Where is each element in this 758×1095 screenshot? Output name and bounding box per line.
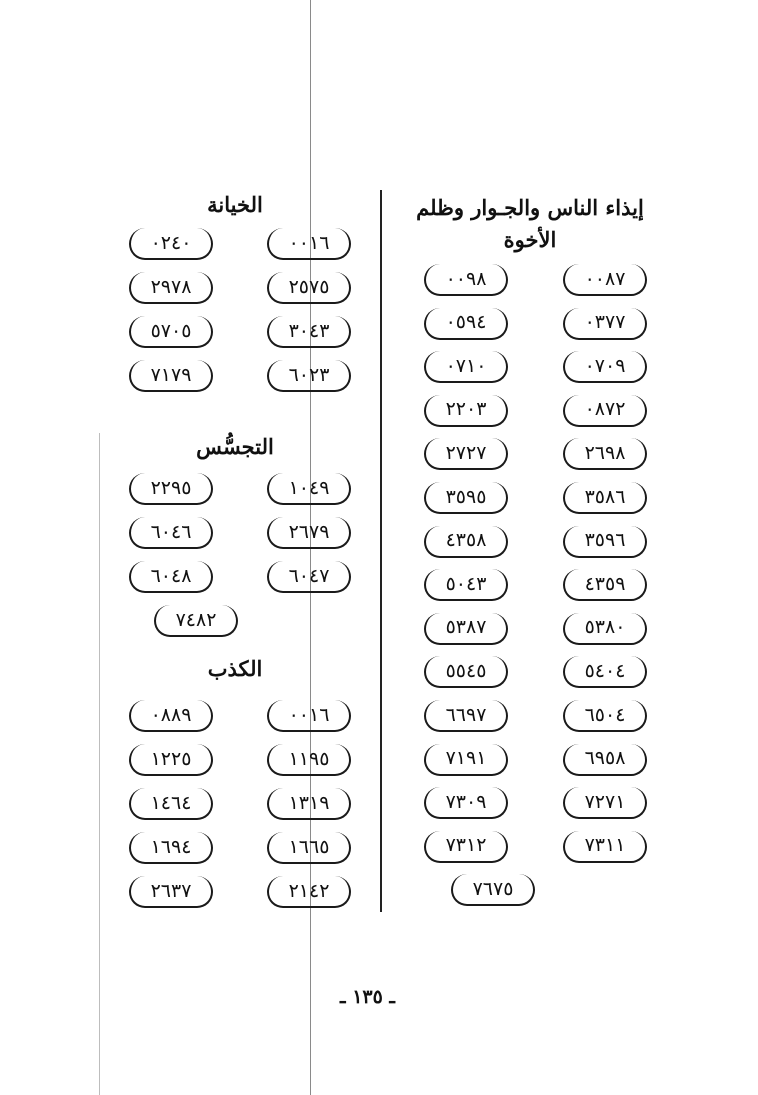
page-number: ـ ١٣٥ ـ [340, 986, 395, 1008]
reference-number: ٦٩٥٨ [563, 744, 647, 776]
reference-number: ٠٠٨٧ [563, 264, 647, 296]
reference-number: ٠٨٨٩ [129, 700, 213, 732]
reference-number: ٥٧٠٥ [129, 316, 213, 348]
reference-number: ٦٠٤٧ [267, 561, 351, 593]
reference-number: ٧٦٧٥ [451, 874, 535, 906]
reference-number: ٠٨٧٢ [563, 395, 647, 427]
reference-number: ١٠٤٩ [267, 473, 351, 505]
reference-number: ٠٥٩٤ [424, 308, 508, 340]
reference-number: ٧٣١٢ [424, 831, 508, 863]
section-heading-khiyana: الخيانة [207, 192, 263, 217]
reference-number: ٥٥٤٥ [424, 656, 508, 688]
reference-number: ٧٤٨٢ [154, 605, 238, 637]
column-divider [380, 190, 382, 912]
reference-number: ٢٧٢٧ [424, 438, 508, 470]
reference-number: ٥٣٨٠ [563, 613, 647, 645]
reference-number: ٥٠٤٣ [424, 569, 508, 601]
reference-number: ٣٥٩٦ [563, 526, 647, 558]
reference-number: ٢٢٩٥ [129, 473, 213, 505]
reference-number: ٢٢٠٣ [424, 395, 508, 427]
reference-number: ٤٣٥٨ [424, 526, 508, 558]
reference-number: ٦٠٢٣ [267, 360, 351, 392]
reference-number: ٦٦٩٧ [424, 700, 508, 732]
reference-number: ٠٠١٦ [267, 228, 351, 260]
reference-number: ٠٠١٦ [267, 700, 351, 732]
reference-number: ١٦٩٤ [129, 832, 213, 864]
reference-number: ٠٣٧٧ [563, 308, 647, 340]
section-heading-tajassus: التجسُّس [196, 434, 274, 459]
section-heading-adha-line2: الأخوة [503, 227, 557, 252]
reference-number: ٥٤٠٤ [563, 656, 647, 688]
reference-number: ٧١٩١ [424, 744, 508, 776]
section-heading-adha [405, 192, 655, 256]
reference-number: ٧٢٧١ [563, 787, 647, 819]
reference-number: ٧٣١١ [563, 831, 647, 863]
reference-number: ٢٦٩٨ [563, 438, 647, 470]
reference-number: ٦٠٤٦ [129, 517, 213, 549]
reference-number: ٢٥٧٥ [267, 272, 351, 304]
reference-number: ١٦٦٥ [267, 832, 351, 864]
reference-number: ١٤٦٤ [129, 788, 213, 820]
section-heading-adha-line1: إيذاء الناس والجـوار وظلم [416, 195, 644, 220]
reference-number: ٢٩٧٨ [129, 272, 213, 304]
scan-edge-line [99, 433, 100, 1095]
reference-number: ٠٢٤٠ [129, 228, 213, 260]
section-heading-kadhib: الكذب [207, 656, 263, 681]
reference-number: ٣٥٨٦ [563, 482, 647, 514]
reference-number: ٥٣٨٧ [424, 613, 508, 645]
reference-number: ١٢٢٥ [129, 744, 213, 776]
reference-number: ٢١٤٢ [267, 876, 351, 908]
reference-number: ١٣١٩ [267, 788, 351, 820]
reference-number: ٧٣٠٩ [424, 787, 508, 819]
reference-number: ٢٦٣٧ [129, 876, 213, 908]
reference-number: ٣٠٤٣ [267, 316, 351, 348]
reference-number: ٣٥٩٥ [424, 482, 508, 514]
reference-number: ٦٠٤٨ [129, 561, 213, 593]
reference-number: ٠٠٩٨ [424, 264, 508, 296]
reference-number: ٧١٧٩ [129, 360, 213, 392]
reference-number: ٤٣٥٩ [563, 569, 647, 601]
reference-number: ٦٥٠٤ [563, 700, 647, 732]
reference-number: ٠٧٠٩ [563, 351, 647, 383]
reference-number: ٢٦٧٩ [267, 517, 351, 549]
reference-number: ١١٩٥ [267, 744, 351, 776]
reference-number: ٠٧١٠ [424, 351, 508, 383]
